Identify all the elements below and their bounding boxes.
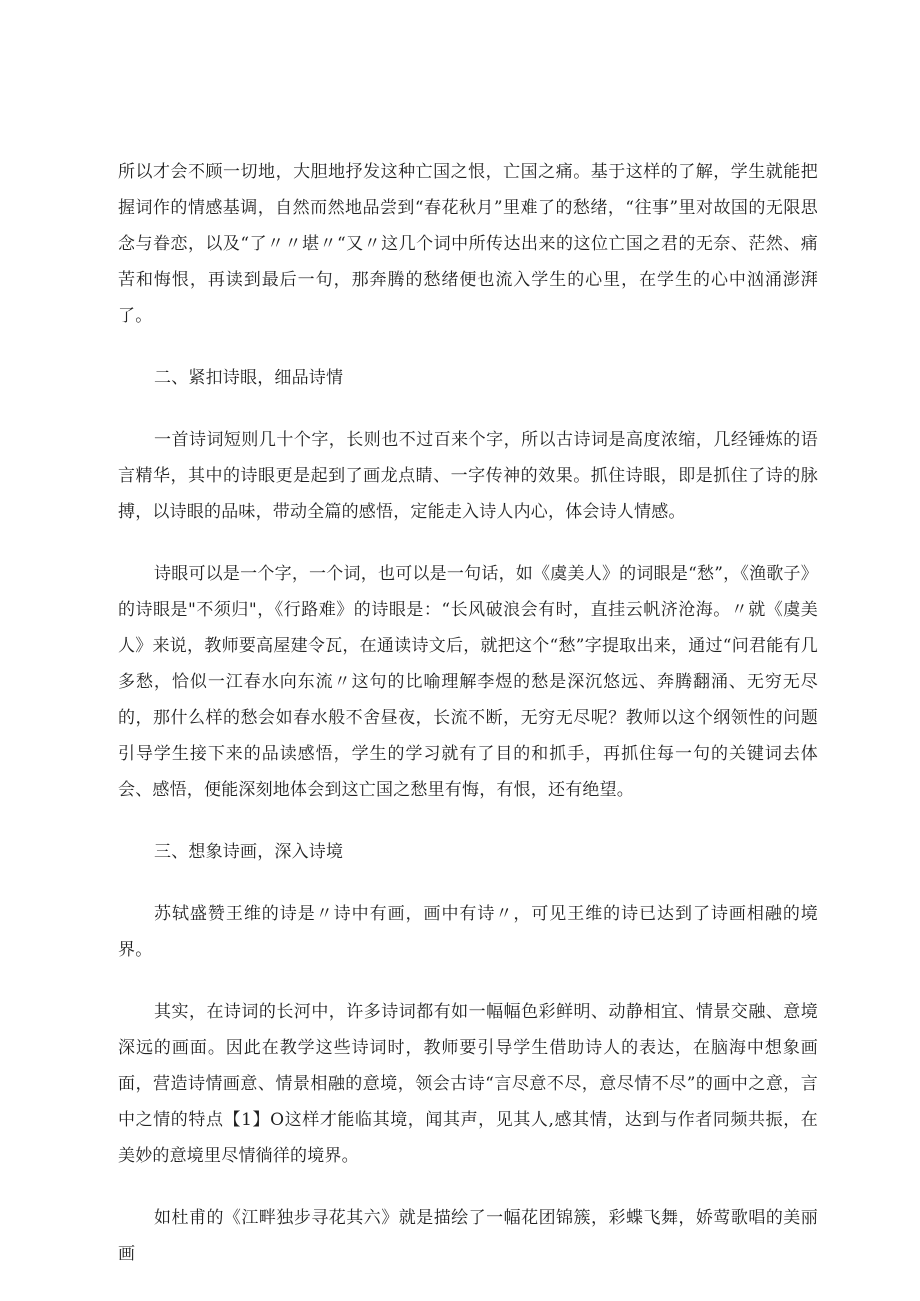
paragraph-6: 如杜甫的《江畔独步寻花其六》就是描绘了一幅花团锦簇，彩蝶飞舞，娇莺歌唱的美丽画	[118, 1208, 818, 1264]
paragraph-2: 一首诗词短则几十个字，长则也不过百来个字，所以古诗词是高度浓缩，几经锤炼的语言精华，其中的诗眼更是起到了画龙点睛、一字传神的效果。抓住诗眼，即是抓住了诗的脉搏，以诗眼的品味，带动全篇的感悟，定能走入诗人内心，体会诗人情感。	[118, 430, 818, 522]
paragraph-1: 所以才会不顾一切地，大胆地抒发这种亡国之恨，亡国之痛。基于这样的了解，学生就能把握词作的情感基调，自然而然地品尝到“春花秋月”里难了的愁绪，“往事”里对故国的无限思念与眷恋，以及“了〃〃堪〃“又〃这几个词中所传达出来的这位亡国之君的无奈、茫然、痛苦和悔恨，再读到最后一句，那奔腾的愁绪便也流入学生的心里，在学生的心中汹涌澎湃了。	[118, 162, 818, 326]
paragraph-3: 诗眼可以是一个字，一个词，也可以是一句话，如《虞美人》的词眼是“愁”，《渔歌子》的诗眼是"不须归"，《行路难》的诗眼是：“长风破浪会有时，直挂云帆济沧海。〃就《虞美人》来说，教师要高屋建令瓦，在通读诗文后，就把这个“愁”字提取出来，通过“问君能有几多愁，恰似一江春水向东流〃这句的比喻理解李煜的愁是深沉悠远、奔腾翻涌、无穷无尽的，那什么样的愁会如春水般不舍昼夜，长流不断，无穷无尽呢？教师以这个纲领性的问题引导学生接下来的品读感悟，学生的学习就有了目的和抓手，再抓住每一句的关键词去体会、感悟，便能深刻地体会到这亡国之愁里有悔，有恨，还有绝望。	[118, 564, 818, 800]
document-body	[118, 154, 818, 1272]
section-heading-2: 二、紧扣诗眼，细品诗情	[154, 368, 344, 388]
section-heading-3: 三、想象诗画，深入诗境	[154, 842, 344, 862]
paragraph-4: 苏轼盛赞王维的诗是〃诗中有画，画中有诗〃，可见王维的诗已达到了诗画相融的境界。	[118, 904, 818, 960]
paragraph-5: 其实，在诗词的长河中，许多诗词都有如一幅幅色彩鲜明、动静相宜、情景交融、意境深远的画面。因此在教学这些诗词时，教师要引导学生借助诗人的表达，在脑海中想象画面，营造诗情画意、情景相融的意境，领会古诗“言尽意不尽，意尽情不尽”的画中之意，言中之情的特点【1】O这样才能临其境，闻其声，见其人,感其情，达到与作者同频共振，在美妙的意境里尽情徜徉的境界。	[118, 1002, 818, 1166]
